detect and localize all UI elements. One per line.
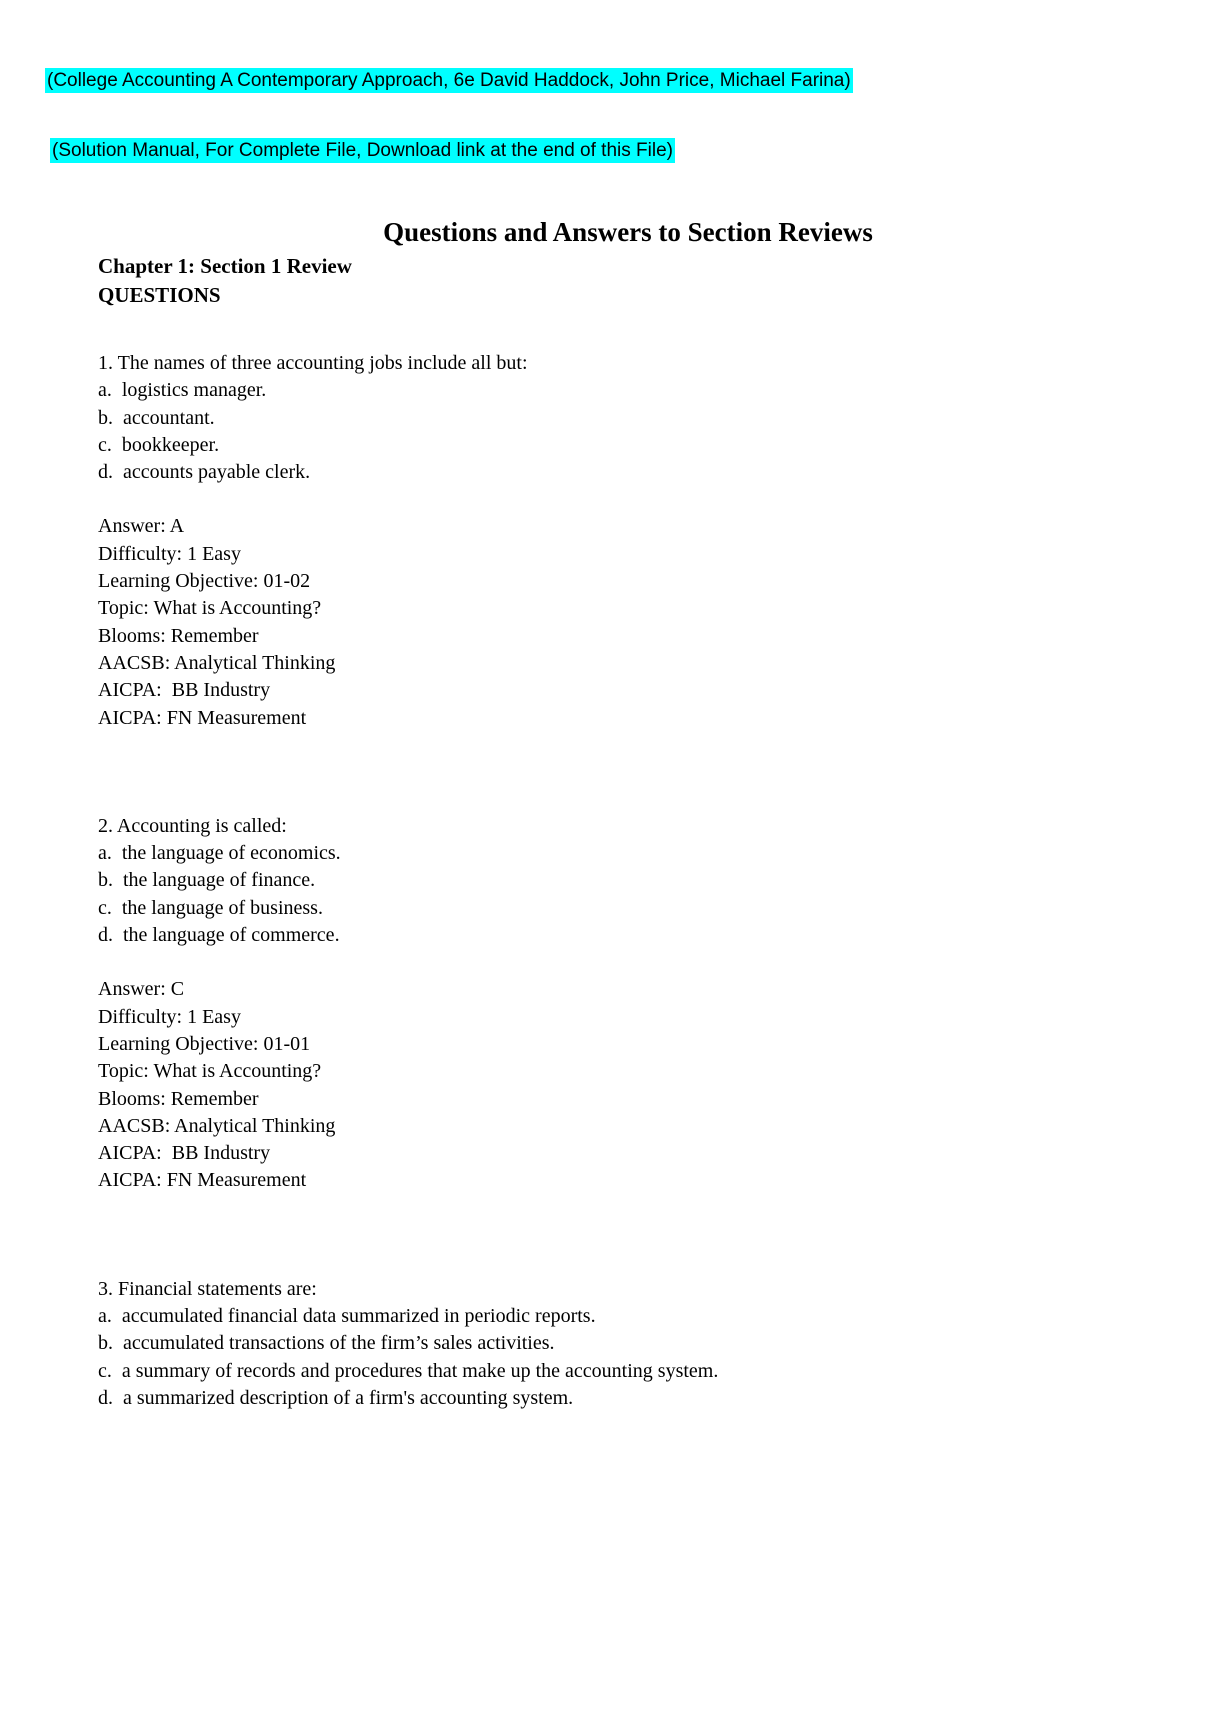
question-1-answer: Answer: A — [98, 515, 185, 538]
question-1-meta — [98, 513, 1158, 731]
book-title-note — [45, 68, 1218, 94]
question-3-option-b: b. accumulated transactions of the firm’s sales activities. — [98, 1332, 555, 1355]
question-1-option-d: d. accounts payable clerk. — [98, 461, 311, 484]
question-1-aacsb: AACSB: Analytical Thinking — [98, 651, 336, 674]
question-1-learning-objective: Learning Objective: 01-02 — [98, 570, 311, 593]
question-3-option-d: d. a summarized description of a firm's accounting system. — [98, 1386, 574, 1409]
question-2-learning-objective: Learning Objective: 01-01 — [98, 1032, 311, 1055]
question-2-option-c: c. the language of business. — [98, 896, 323, 919]
question-3-stem: 3. Financial statements are: — [98, 1277, 317, 1300]
question-2-aicpa-bb: AICPA: BB Industry — [98, 1142, 271, 1165]
chapter-heading: Chapter 1: Section 1 Review — [98, 254, 352, 278]
question-block-3 — [98, 1276, 1158, 1412]
question-1-option-c: c. bookkeeper. — [98, 433, 220, 456]
question-1-aicpa-bb: AICPA: BB Industry — [98, 679, 271, 702]
question-2-difficulty: Difficulty: 1 Easy — [98, 1005, 241, 1028]
question-2-option-d: d. the language of commerce. — [98, 924, 340, 947]
question-2-aicpa-fn: AICPA: FN Measurement — [98, 1169, 307, 1192]
question-2-topic: Topic: What is Accounting? — [98, 1060, 322, 1083]
question-1-option-b: b. accountant. — [98, 406, 215, 429]
question-1-difficulty: Difficulty: 1 Easy — [98, 542, 241, 565]
question-block-2 — [98, 813, 1158, 1195]
question-1-aicpa-fn: AICPA: FN Measurement — [98, 706, 307, 729]
question-2-answer: Answer: C — [98, 978, 185, 1001]
question-2-option-b: b. the language of finance. — [98, 869, 316, 892]
question-1-blooms: Blooms: Remember — [98, 624, 259, 647]
question-block-1 — [98, 350, 1158, 732]
question-2-blooms: Blooms: Remember — [98, 1087, 259, 1110]
questions-heading: QUESTIONS — [98, 283, 221, 307]
question-2-aacsb: AACSB: Analytical Thinking — [98, 1114, 336, 1137]
solution-manual-highlight: (Solution Manual, For Complete File, Download link at the end of this File) — [52, 140, 673, 161]
question-2-stem: 2. Accounting is called: — [98, 814, 287, 837]
question-1-stem: 1. The names of three accounting jobs include all but: — [98, 352, 528, 374]
header-notes — [0, 0, 1218, 164]
solution-manual-note — [45, 138, 1218, 164]
question-1-option-a: a. logistics manager. — [98, 379, 267, 402]
document-body — [0, 216, 1218, 1412]
question-3-option-c: c. a summary of records and procedures that make up the accounting system. — [98, 1359, 719, 1382]
question-2-meta — [98, 976, 1158, 1194]
book-title-highlight: (College Accounting A Contemporary Approach, 6e David Haddock, John Price, Michael Farina) — [47, 70, 851, 91]
question-3-option-a: a. accumulated financial data summarized in periodic reports. — [98, 1305, 596, 1328]
question-1-topic: Topic: What is Accounting? — [98, 597, 322, 620]
page-title: Questions and Answers to Section Reviews — [383, 217, 873, 247]
question-2-option-a: a. the language of economics. — [98, 842, 341, 865]
